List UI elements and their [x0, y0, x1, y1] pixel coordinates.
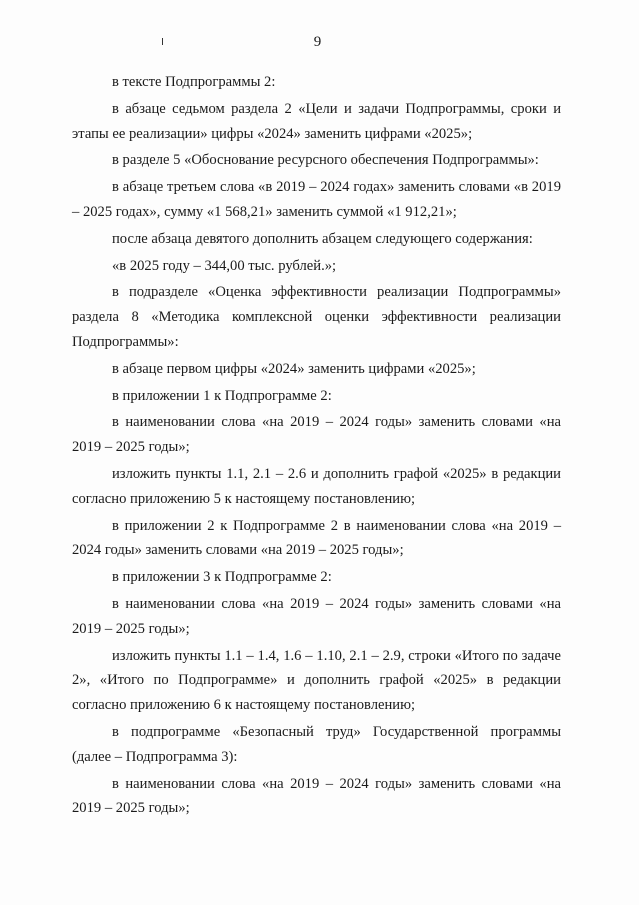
paragraph: в наименовании слова «на 2019 – 2024 годы» заменить словами «на 2019 – 2025 годы»;: [72, 414, 561, 456]
paragraph: в абзаце третьем слова «в 2019 – 2024 годах» заменить словами «в 2019 – 2025 годах», сумму «1 568,21» заменить суммой «1 912,21»;: [72, 179, 561, 220]
paragraph: в подпрограмме «Безопасный труд» Государственной программы (далее – Подпрограмма 3):: [72, 723, 561, 765]
paragraph: изложить пункты 1.1 – 1.4, 1.6 – 1.10, 2.1 – 2.9, строки «Итого по задаче 2», «Итого по Подпрограмме» и дополнить графой «2025» в редакции согласно приложению 6 к настоящему постановлению;: [72, 647, 561, 714]
paragraph: в абзаце седьмом раздела 2 «Цели и задачи Подпрограммы, сроки и этапы ее реализации» цифры «2024» заменить цифрами «2025»;: [72, 100, 561, 142]
paragraph: в наименовании слова «на 2019 – 2024 годы» заменить словами «на 2019 – 2025 годы»;: [72, 775, 561, 817]
paragraph: в разделе 5 «Обоснование ресурсного обеспечения Подпрограммы»:: [112, 152, 539, 169]
paragraph: в подразделе «Оценка эффективности реализации Подпрограммы» раздела 8 «Методика комплексной оценки эффективности реализации Подпрограммы»:: [72, 284, 561, 350]
paragraph: в наименовании слова «на 2019 – 2024 годы» заменить словами «на 2019 – 2025 годы»;: [72, 595, 561, 637]
paragraph: в приложении 3 к Подпрограмме 2:: [112, 569, 332, 586]
paragraph: в приложении 2 к Подпрограмме 2 в наименовании слова «на 2019 – 2024 годы» заменить словами «на 2019 – 2025 годы»;: [72, 517, 561, 559]
paragraph: изложить пункты 1.1, 2.1 – 2.6 и дополнить графой «2025» в редакции согласно приложению 5 к настоящему постановлению;: [72, 465, 561, 507]
paragraph: в тексте Подпрограммы 2:: [112, 74, 276, 90]
paragraph: в абзаце первом цифры «2024» заменить цифрами «2025»;: [112, 360, 476, 377]
page-number: 9: [313, 34, 322, 50]
document-body: [72, 70, 561, 821]
paragraph: в приложении 1 к Подпрограмме 2:: [112, 387, 332, 404]
paragraph: «в 2025 году – 344,00 тыс. рублей.»;: [112, 257, 337, 274]
paragraph: после абзаца девятого дополнить абзацем следующего содержания:: [112, 230, 533, 247]
